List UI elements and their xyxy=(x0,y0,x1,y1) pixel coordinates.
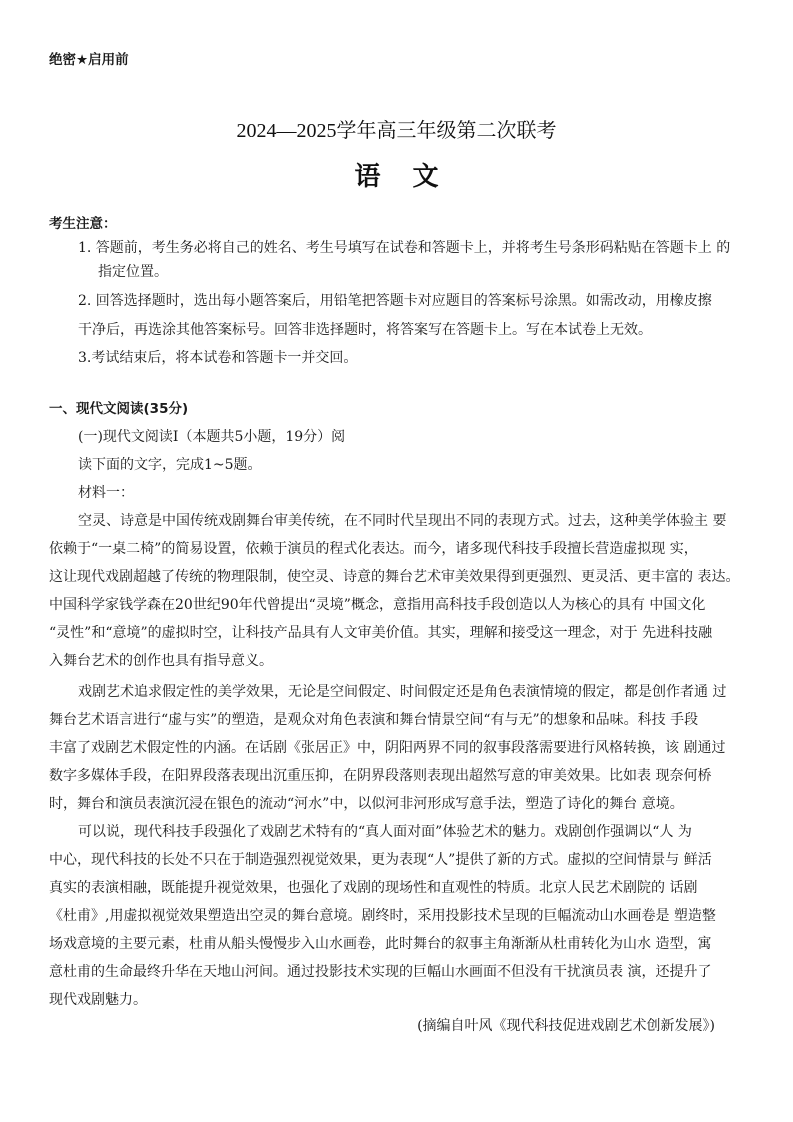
passage-line: 这让现代戏剧超越了传统的物理限制，使空灵、诗意的舞台艺术审美效果得到更强烈、更灵活、更丰富的 表达。 xyxy=(49,569,740,585)
passage-line: 数字多媒体手段，在阳界段落表现出沉重压抑，在阴界段落则表现出超然写意的审美效果。比如表 现奈何桥 xyxy=(49,768,712,784)
exam-title: 2024—2025学年高三年级第二次联考 xyxy=(236,120,557,142)
reading-instruction: 读下面的文字，完成1~5题。 xyxy=(78,457,262,473)
confidential-mark: 绝密★启用前 xyxy=(49,52,129,68)
passage-line: 场戏意境的主要元素，杜甫从船头慢慢步入山水画卷，此时舞台的叙事主角渐渐从杜甫转化为山水 造型，寓 xyxy=(49,936,712,952)
material-label: 材料一： xyxy=(78,485,134,501)
notice-line: 指定位置。 xyxy=(98,264,168,280)
subject-title: 语文 xyxy=(354,162,471,192)
notice-line: 1. 答题前，考生务必将自己的姓名、考生号填写在试卷和答题卡上，并将考生号条形码粘贴在答题卡上 的 xyxy=(78,240,731,256)
notice-heading: 考生注意： xyxy=(49,216,117,232)
section-heading: 一、现代文阅读(35分) xyxy=(49,401,189,417)
passage-line: 《杜甫》,用虚拟视觉效果塑造出空灵的舞台意境。剧终时，采用投影技术呈现的巨幅流动山水画卷是 塑造整 xyxy=(49,908,716,924)
passage-line: 现代戏剧魅力。 xyxy=(49,992,147,1008)
passage-source: (摘编自叶风《现代科技促进戏剧艺术创新发展》) xyxy=(417,1018,715,1034)
passage-line: 舞台艺术语言进行“虚与实”的塑造，是观众对角色表演和舞台情景空间“有与无”的想象和品味。科技 手段 xyxy=(49,712,699,728)
passage-line: 真实的表演相融，既能提升视觉效果，也强化了戏剧的现场性和直观性的特质。北京人民艺术剧院的 话剧 xyxy=(49,880,698,896)
passage-line: 丰富了戏剧艺术假定性的内涵。在话剧《张居正》中，阴阳两界不同的叙事段落需要进行风格转换，该 剧通过 xyxy=(49,740,726,756)
subsection-heading: (一)现代文阅读I（本题共5小题，19分）阅 xyxy=(78,429,346,445)
passage-line: 戏剧艺术追求假定性的美学效果，无论是空间假定、时间假定还是角色表演情境的假定，都是创作者通 过 xyxy=(78,684,727,700)
notice-line: 3.考试结束后，将本试卷和答题卡一并交回。 xyxy=(78,350,358,366)
passage-line: 空灵、诗意是中国传统戏剧舞台审美传统，在不同时代呈现出不同的表现方式。过去，这种美学体验主 要 xyxy=(78,513,727,529)
passage-line: 依赖于“一桌二椅”的简易设置，依赖于演员的程式化表达。而今，诸多现代科技手段擅长营造虚拟现 实， xyxy=(49,541,698,557)
passage-line: 中心，现代科技的长处不只在于制造强烈视觉效果，更为表现“人”提供了新的方式。虚拟的空间情景与 鲜活 xyxy=(49,852,712,868)
passage-line: 入舞台艺术的创作也具有指导意义。 xyxy=(49,653,273,669)
notice-line: 干净后，再选涂其他答案标号。回答非选择题时，将答案写在答题卡上。写在本试卷上无效。 xyxy=(78,322,652,338)
passage-line: 可以说，现代科技手段强化了戏剧艺术特有的“真人面对面”体验艺术的魅力。戏剧创作强调以“人 为 xyxy=(78,824,692,840)
notice-line: 2. 回答选择题时，选出每小题答案后，用铅笔把答题卡对应题目的答案标号涂黑。如需改动，用橡皮擦 xyxy=(78,293,712,309)
passage-line: 意杜甫的生命最终升华在天地山河间。通过投影技术实现的巨幅山水画面不但没有干扰演员表 演，还提升了 xyxy=(49,964,712,980)
passage-line: 中国科学家钱学森在20世纪90年代曾提出“灵境”概念，意指用高科技手段创造以人为核心的具有 中国文化 xyxy=(49,597,706,613)
passage-line: 时，舞台和演员表演沉浸在银色的流动“河水”中，以似河非河形成写意手法，塑造了诗化的舞台 意境。 xyxy=(49,796,684,812)
passage-line: “灵性”和“意境”的虚拟时空，让科技产品具有人文审美价值。其实，理解和接受这一理念，对于 先进科技融 xyxy=(49,625,713,641)
